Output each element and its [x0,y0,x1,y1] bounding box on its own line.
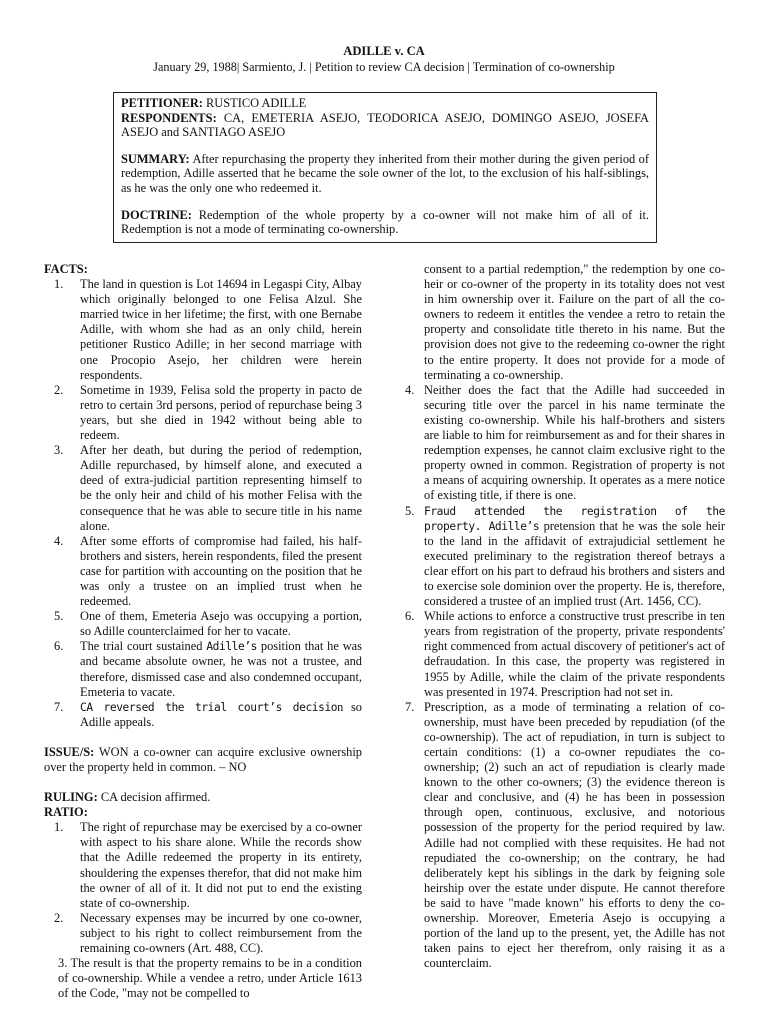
respondents-label: RESPONDENTS: [121,110,217,125]
facts-heading: FACTS: [44,262,88,276]
right-column [405,262,725,971]
item-number: 6. [54,639,64,654]
summary-text: After repurchasing the property they inherited from their mother during the given period of redemption, Adille asserted that he became the sole owner of the lot, to the exclusion of his half-siblings, as he was the only one who redeemed it. [121,151,649,195]
item-text: n so Adille appeals. [80,699,362,729]
petitioner-label: PETITIONER: [121,96,203,110]
item-number: 5. [405,503,415,518]
doctrine-line [121,208,649,237]
list-item [405,609,725,700]
ruling-text: CA decision affirmed. [100,790,211,805]
ratio-item-3-start: 3. The result is that the property remains to be in a condition of co-ownership. While a vendee a retro, under Article 1613 of the Code, "may not be compelled to [58,956,362,1001]
issue-label: ISSUE/S: [44,744,95,759]
summary-label: SUMMARY: [121,151,190,166]
ratio-list [44,820,362,956]
list-item [44,443,362,534]
item-number: 4. [54,533,64,548]
item-text: Prescription, as a mode of terminating a relation of co-ownership, must have been preceded by repudiation (of the co-ownership). The act of repudiation, in turn is subject to certain conditions: (1) a co-owner repudiates the co-ownership; (2) such an act of repudiation is clearly made known to the other co-owners; (3) the evidence thereon is clear and conclusive, and (4) he has been in possession through open, continuous, exclusive, and notorious possession of the property for the period required by law. Adille had not complied with these requisites. He had not repudiated the co-ownership; on the contrary, he had deliberately kept his siblings in the dark by feigning sole heirship over the estate under dispute. He cannot therefore be said to have "made known" his efforts to deny the co-ownership. Moreover, Emeteria Asejo is occupying a portion of the land up to the present, yet, the Adille has not taken pains to eject her therefrom, only raising it as a counterclaim. [424,699,725,971]
summary-line [121,152,649,196]
item-text: One of them, Emeteria Asejo was occupying a portion, so Adille counterclaimed for her to vacate. [80,609,362,639]
respondents-value: CA, EMETERIA ASEJO, TEODORICA ASEJO, DOMINGO ASEJO, JOSEFA ASEJO and SANTIAGO ASEJO [121,110,649,140]
list-item [405,383,725,504]
item-number: 4. [405,382,415,397]
list-item [44,700,362,730]
ratio-list-continued [405,383,725,972]
item-number: 7. [405,699,415,714]
ruling-paragraph [44,790,362,805]
list-item [44,639,362,699]
ratio-heading: RATIO: [44,805,88,820]
list-item [405,504,725,610]
item-text: The land in question is Lot 14694 in Legaspi City, Albay which originally belonged to one Felisa Alzul. She married twice in her lifetime; the first, with one Bernabe Adille, with whom she had as an only child, herein petitioner Rustico Adille; in her second marriage with one Procopio Asejo, her children were herein respondents. [80,277,362,382]
item-text: pretension that he was the sole heir to the land in the affidavit of extrajudicial settlement he executed preliminary to the registration thereof betrays a clear effort on his part to defraud his brothers and sisters and to exercise sole dominion over the property. He is, therefore, considered a trustee of an implied trust (Art. 1456, CC). [424,518,725,609]
case-subtitle: January 29, 1988| Sarmiento, J. | Petition to review CA decision | Termination of co-ownership [153,60,615,74]
item-text: position that he was and became absolute owner, he was not a trustee, and therefore, dismissed case and also condemned occupant, Emeteria to vacate. [80,639,362,699]
item-text: The right of repurchase may be exercised by a co-owner with aspect to his share alone. While the records show that the Adille redeemed the property in its entirety, shouldering the expenses therefor, that did not make him the owner of all of it. It did not put to end the existing state of co-ownership. [80,820,362,910]
item-text: Sometime in 1939, Felisa sold the property in pacto de retro to certain 3rd persons, period of repurchase being 3 years, but she died in 1942 without being able to redeem. [80,382,362,443]
list-item [44,277,362,383]
respondents-line [121,111,649,140]
left-column [44,262,362,1001]
item-text-mono: Fraud attended the registration of the property. Adille’s [424,504,725,533]
list-item [44,609,362,639]
item-text: After some efforts of compromise had failed, his half-brothers and sisters, herein respondents, filed the present case for partition with accounting on the position that he was only a trustee on an implied trust when he redeemed. [80,533,362,609]
facts-list [44,277,362,730]
item-text: While actions to enforce a constructive trust prescribe in ten years from registration of the property, private respondents' right commenced from actual discovery of petitioner's act of defraudation. In this case, the property was registered in 1955 by Adille, while the claim of the private respondents was presented in 1974. Prescription had not set in. [424,609,725,699]
item-text: Neither does the fact that the Adille had succeeded in securing title over the parcel in his name terminate the existing co-ownership. While his half-brothers and sisters are liable to him for reimbursement as and for their shares in redemption expenses, he cannot claim exclusive right to the property owned in common. Registration of property is not a means of acquiring ownership. It operates as a mere notice of existing title, if there is one. [424,382,725,503]
item-number: 7. [54,699,64,714]
list-item [44,383,362,443]
item-number: 1. [54,277,64,292]
item-text-mono: Adille’s [206,640,257,654]
item-number: 5. [54,609,64,624]
item-number: 6. [405,609,415,624]
list-item [44,820,362,911]
issue-paragraph [44,745,362,775]
item-text-mono: CA reversed the trial court’s decisio [80,700,338,714]
petitioner-line [121,96,649,111]
list-item [44,911,362,956]
item-text-pre: The trial court sustained [80,639,207,654]
item-text: After her death, but during the period of redemption, Adille repurchased, by himself alone, and executed a deed of extra-judicial partition representing himself to be the only heir and child of his mother Felisa with the consequence that he was able to secure title in his name alone. [80,443,362,533]
case-summary-box [113,92,657,243]
list-item [405,700,725,972]
doctrine-text: Redemption of the whole property by a co-owner will not make him of all of it. Redemption is not a mode of terminating co-ownership. [121,207,649,237]
case-title: ADILLE v. CA [343,44,425,58]
item-text: Necessary expenses may be incurred by one co-owner, subject to his right to collect reimbursement from the remaining co-owners (Art. 488, CC). [80,910,362,956]
item-number: 2. [54,910,64,925]
doctrine-label: DOCTRINE: [121,207,192,222]
item-number: 1. [54,820,64,835]
ruling-label: RULING: [44,790,98,805]
ratio-item-3-continued: consent to a partial redemption," the redemption by one co-heir or co-owner of the property in its totality does not vest in him ownership over it. Failure on the part of all the co-owners to redeem it entitles the vendee a retro to retain the property and consolidate title thereto in his name. But the provision does not give to the redeeming co-owner the right to the entire property. It does not provide for a mode of terminating a co-ownership. [424,262,725,382]
petitioner-value: RUSTICO ADILLE [206,96,307,110]
item-number: 3. [54,443,64,458]
item-number: 2. [54,382,64,397]
list-item [44,534,362,609]
issue-text: WON a co-owner can acquire exclusive ownership over the property held in common. – NO [44,744,363,774]
